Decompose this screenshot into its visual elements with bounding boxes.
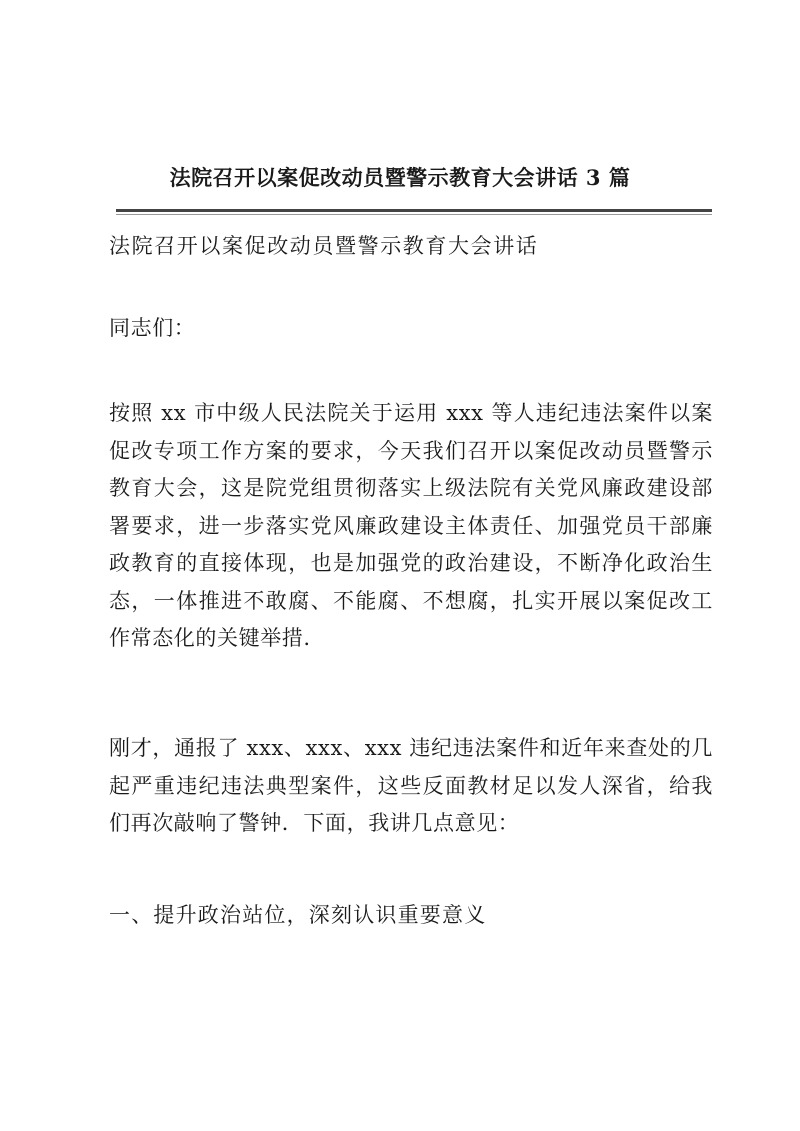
section-heading-1: 一、提升政治站位，深刻认识重要意义 xyxy=(109,903,487,927)
paragraph-2: 刚才，通报了 xxx、xxx、xxx 违纪违法案件和近年来查处的几起严重违纪违法典型案件，这些反面教材足以发人深省，给我们再次敲响了警钟．下面，我讲几点意见： xyxy=(109,736,713,835)
salutation: 同志们： xyxy=(109,316,196,340)
document-title: 法院召开以案促改动员暨警示教育大会讲话 3 篇 xyxy=(169,165,631,190)
paragraph-1: 按照 xx 市中级人民法院关于运用 xxx 等人违纪违法案件以案促改专项工作方案的要求，今天我们召开以案促改动员暨警示教育大会，这是院党组贯彻落实上级法院有关党风廉政建设部署要求，进一步落实党风廉政建设主体责任、加强党员干部廉政教育的直接体现，也是加强党的政治建设，不断净化政治生态，一体推进不敢腐、不能腐、不想腐，扎实开展以案促改工作常态化的关键举措. xyxy=(109,401,713,650)
title-divider-thin xyxy=(116,214,712,215)
speech-subtitle: 法院召开以案促改动员暨警示教育大会讲话 xyxy=(109,234,539,258)
title-divider xyxy=(116,209,712,212)
